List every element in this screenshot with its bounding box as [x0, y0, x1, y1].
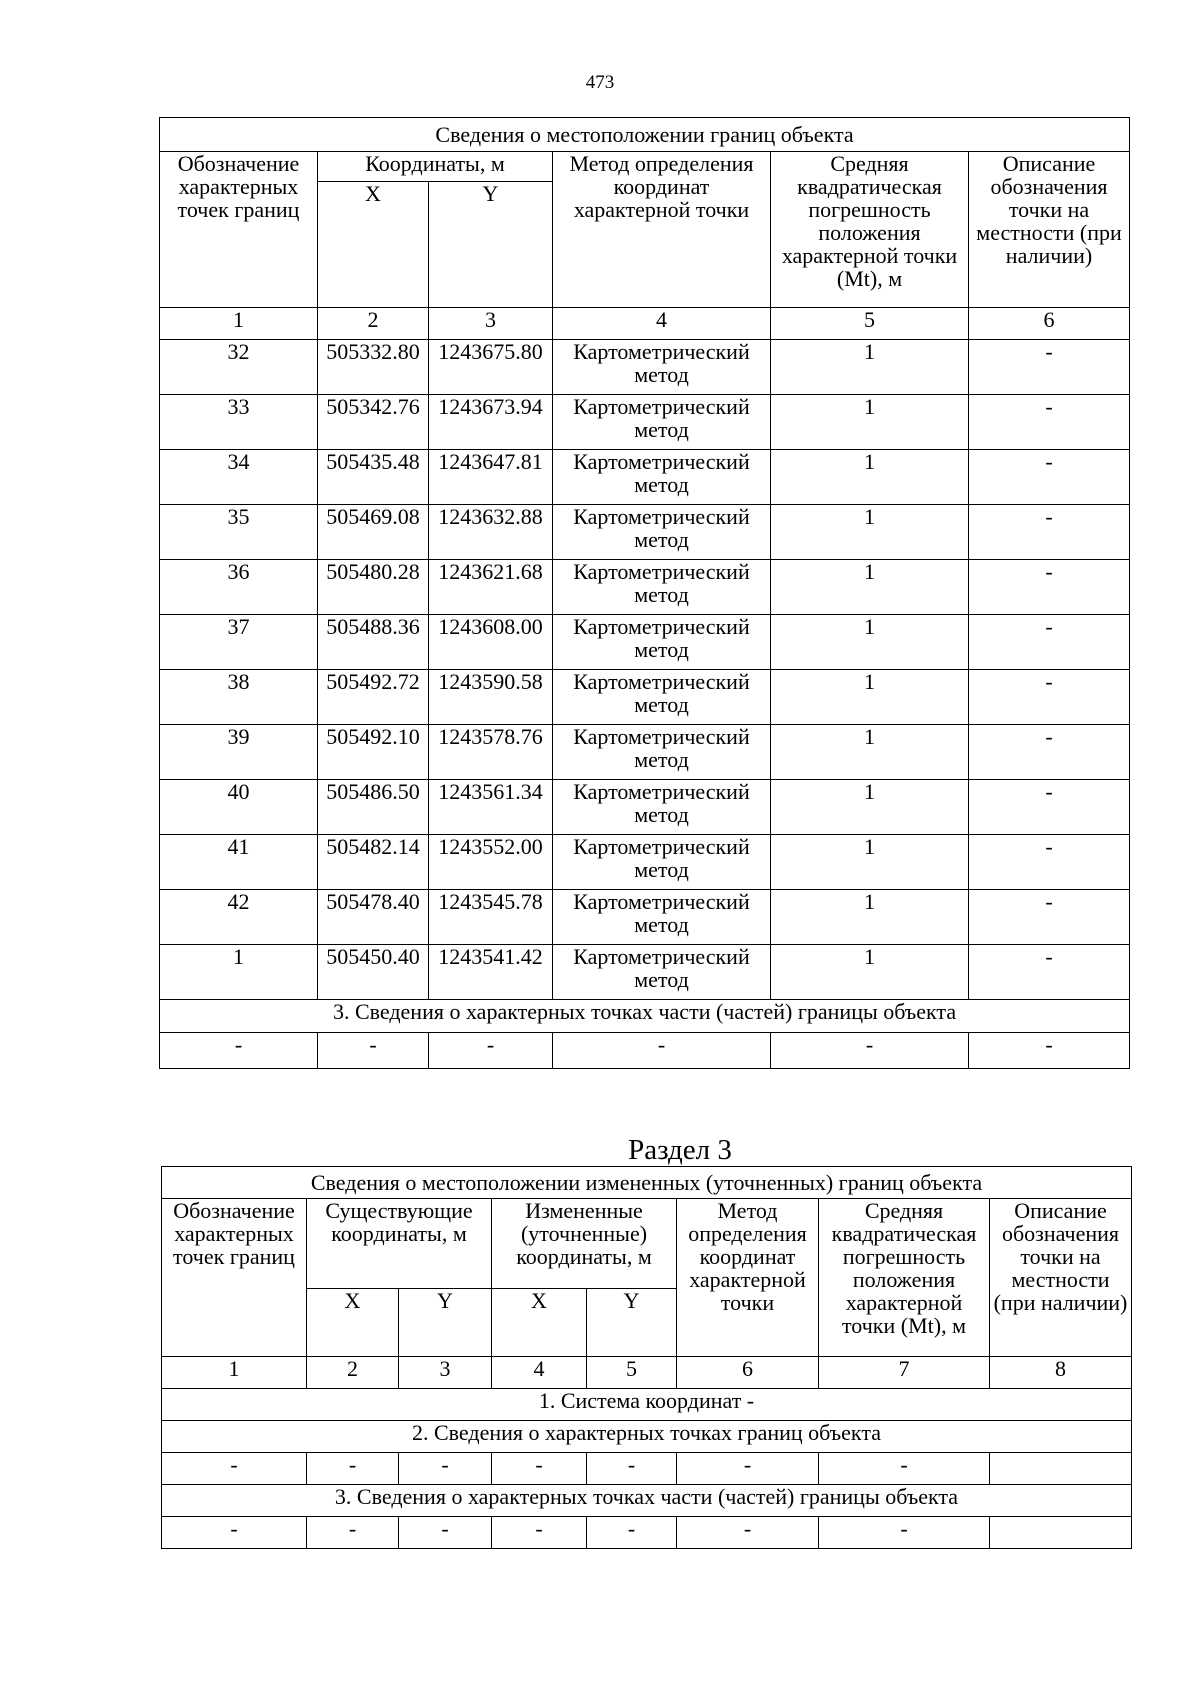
- table-cell: -: [492, 1517, 587, 1549]
- table-cell: -: [819, 1517, 990, 1549]
- table-row: [160, 670, 1130, 725]
- table-cell: 35: [160, 505, 318, 560]
- table1-title: Сведения о местоположении границ объекта: [160, 118, 1130, 152]
- table-cell: -: [553, 1033, 771, 1069]
- table-cell: -: [969, 450, 1130, 505]
- table-cell: 1243673.94: [429, 395, 553, 450]
- table-cell: -: [429, 1033, 553, 1069]
- table-row: [160, 450, 1130, 505]
- table-cell: 505486.50: [318, 780, 429, 835]
- table-cell: Картометрический метод: [553, 615, 771, 670]
- table-cell: Картометрический метод: [553, 505, 771, 560]
- header2-existing-coords: Существующие координаты, м: [307, 1199, 492, 1289]
- table-cell: 1: [771, 560, 969, 615]
- column-number: 1: [162, 1357, 307, 1389]
- table1-part-heading: 3. Сведения о характерных точках части (частей) границы объекта: [160, 1000, 1130, 1033]
- table-cell: -: [969, 835, 1130, 890]
- table-cell: -: [492, 1453, 587, 1485]
- table-cell: Картометрический метод: [553, 780, 771, 835]
- table-cell: 505469.08: [318, 505, 429, 560]
- header-point-designation: Обозначение характерных точек границ: [160, 152, 318, 308]
- table-cell: 505492.10: [318, 725, 429, 780]
- table-row: [160, 395, 1130, 450]
- table-cell: 1: [771, 505, 969, 560]
- table-cell: 33: [160, 395, 318, 450]
- table-cell: Картометрический метод: [553, 670, 771, 725]
- table-cell: -: [969, 780, 1130, 835]
- table-cell: 505450.40: [318, 945, 429, 1000]
- table-cell: Картометрический метод: [553, 725, 771, 780]
- table-cell: 1: [771, 725, 969, 780]
- table-cell: -: [969, 615, 1130, 670]
- header-y: Y: [429, 182, 553, 308]
- table-cell: Картометрический метод: [553, 890, 771, 945]
- table-cell: 1243561.34: [429, 780, 553, 835]
- coord-system-row: 1. Система координат -: [162, 1389, 1132, 1421]
- table-cell: Картометрический метод: [553, 560, 771, 615]
- table-row: [160, 945, 1130, 1000]
- column-number: 4: [553, 308, 771, 340]
- table-cell: 505435.48: [318, 450, 429, 505]
- table-cell: Картометрический метод: [553, 835, 771, 890]
- table-cell: 1: [771, 835, 969, 890]
- header-method: Метод определения координат характерной точки: [553, 152, 771, 308]
- table-cell: 1243632.88: [429, 505, 553, 560]
- table-cell: -: [969, 340, 1130, 395]
- table-cell: [990, 1453, 1132, 1485]
- boundary-points-table: [159, 117, 1130, 1069]
- column-number: 4: [492, 1357, 587, 1389]
- table-cell: 1243621.68: [429, 560, 553, 615]
- table-cell: 505482.14: [318, 835, 429, 890]
- table-row: [160, 505, 1130, 560]
- table-cell: 1: [771, 450, 969, 505]
- table-cell: 505488.36: [318, 615, 429, 670]
- table-cell: 1: [771, 670, 969, 725]
- table-cell: -: [969, 1033, 1130, 1069]
- table-cell: -: [969, 945, 1130, 1000]
- table-cell: 36: [160, 560, 318, 615]
- table-cell: 32: [160, 340, 318, 395]
- table-cell: 1: [771, 395, 969, 450]
- table-cell: 1: [771, 780, 969, 835]
- table-row: [160, 780, 1130, 835]
- header-description: Описание обозначения точки на местности (при наличии): [969, 152, 1130, 308]
- table-cell: -: [969, 505, 1130, 560]
- table-cell: 38: [160, 670, 318, 725]
- table-row: [160, 340, 1130, 395]
- header-mean-error: Средняя квадратическая погрешность положения характерной точки (Mt), м: [771, 152, 969, 308]
- table-cell: -: [307, 1517, 399, 1549]
- table-cell: Картометрический метод: [553, 395, 771, 450]
- table-cell: -: [587, 1453, 677, 1485]
- table-cell: 1243590.58: [429, 670, 553, 725]
- table-cell: 1: [771, 615, 969, 670]
- column-number: 3: [429, 308, 553, 340]
- column-number: 2: [318, 308, 429, 340]
- table-cell: -: [307, 1453, 399, 1485]
- header2-mean-error: Средняя квадратическая погрешность положения характерной точки (Mt), м: [819, 1199, 990, 1357]
- table-cell: -: [969, 725, 1130, 780]
- table-cell: 1243552.00: [429, 835, 553, 890]
- table-cell: [990, 1517, 1132, 1549]
- column-number: 8: [990, 1357, 1132, 1389]
- header2-description: Описание обозначения точки на местности (при наличии): [990, 1199, 1132, 1357]
- table-cell: -: [162, 1517, 307, 1549]
- table-cell: -: [771, 1033, 969, 1069]
- part-heading-row: 3. Сведения о характерных точках части (частей) границы объекта: [162, 1485, 1132, 1517]
- table-cell: 505332.80: [318, 340, 429, 395]
- header2-changed-coords: Измененные (уточненные) координаты, м: [492, 1199, 677, 1289]
- column-number: 5: [587, 1357, 677, 1389]
- column-number: 6: [677, 1357, 819, 1389]
- table-cell: 41: [160, 835, 318, 890]
- table-cell: 1243578.76: [429, 725, 553, 780]
- table-cell: -: [399, 1453, 492, 1485]
- table-cell: Картометрический метод: [553, 450, 771, 505]
- column-number: 5: [771, 308, 969, 340]
- header-x: X: [318, 182, 429, 308]
- table-cell: 1: [771, 340, 969, 395]
- column-number: 2: [307, 1357, 399, 1389]
- table-cell: 1: [771, 890, 969, 945]
- table-cell: 42: [160, 890, 318, 945]
- table-cell: -: [969, 890, 1130, 945]
- column-number: 6: [969, 308, 1130, 340]
- table-cell: Картометрический метод: [553, 340, 771, 395]
- column-number: 7: [819, 1357, 990, 1389]
- table-row: [160, 725, 1130, 780]
- table-cell: 1243675.80: [429, 340, 553, 395]
- header2-point-designation: Обозначение характерных точек границ: [162, 1199, 307, 1357]
- table-cell: 39: [160, 725, 318, 780]
- table-cell: 37: [160, 615, 318, 670]
- table-cell: -: [969, 395, 1130, 450]
- points-heading-row: 2. Сведения о характерных точках границ объекта: [162, 1421, 1132, 1453]
- table-cell: -: [160, 1033, 318, 1069]
- table-cell: -: [587, 1517, 677, 1549]
- table2-title: Сведения о местоположении измененных (уточненных) границ объекта: [162, 1167, 1132, 1199]
- table-cell: 40: [160, 780, 318, 835]
- table-cell: -: [969, 560, 1130, 615]
- column-number: 3: [399, 1357, 492, 1389]
- column-number: 1: [160, 308, 318, 340]
- table-cell: 505342.76: [318, 395, 429, 450]
- table-cell: 1243647.81: [429, 450, 553, 505]
- table-cell: -: [819, 1453, 990, 1485]
- header-coordinates: Координаты, м: [318, 152, 553, 182]
- header2-changed-x: X: [492, 1289, 587, 1357]
- table-cell: 505478.40: [318, 890, 429, 945]
- table-row: [160, 615, 1130, 670]
- table-cell: -: [969, 670, 1130, 725]
- section-heading: Раздел 3: [628, 1134, 732, 1166]
- header2-existing-y: Y: [399, 1289, 492, 1357]
- table-cell: -: [162, 1453, 307, 1485]
- table-row: [160, 890, 1130, 945]
- table-cell: -: [677, 1517, 819, 1549]
- table-cell: 1: [771, 945, 969, 1000]
- table-cell: -: [399, 1517, 492, 1549]
- changed-boundaries-table: [161, 1166, 1132, 1549]
- header2-method: Метод определения координат характерной точки: [677, 1199, 819, 1357]
- table-cell: 505492.72: [318, 670, 429, 725]
- table-cell: -: [318, 1033, 429, 1069]
- table-cell: 1243541.42: [429, 945, 553, 1000]
- header2-changed-y: Y: [587, 1289, 677, 1357]
- table-row: [160, 835, 1130, 890]
- table-cell: 505480.28: [318, 560, 429, 615]
- table-row: [160, 560, 1130, 615]
- table-cell: 1243608.00: [429, 615, 553, 670]
- table-cell: 1: [160, 945, 318, 1000]
- header2-existing-x: X: [307, 1289, 399, 1357]
- table-cell: -: [677, 1453, 819, 1485]
- table-cell: 1243545.78: [429, 890, 553, 945]
- table-cell: Картометрический метод: [553, 945, 771, 1000]
- page-number: 473: [585, 72, 615, 93]
- table-cell: 34: [160, 450, 318, 505]
